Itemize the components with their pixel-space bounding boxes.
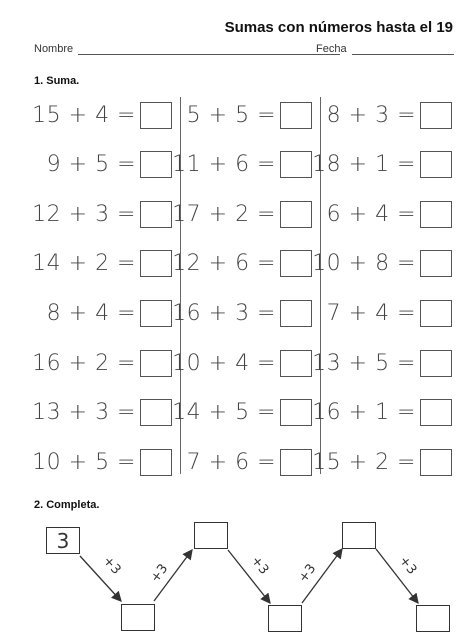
sum-equation bbox=[32, 447, 172, 477]
sum-grid bbox=[32, 97, 456, 475]
equation-expression: 15 + 2 = bbox=[312, 449, 416, 475]
answer-box[interactable] bbox=[280, 350, 312, 377]
answer-box[interactable] bbox=[280, 102, 312, 129]
answer-box[interactable] bbox=[420, 102, 452, 129]
equation-expression: 14 + 5 = bbox=[172, 400, 276, 426]
equation-expression: 12 + 6 = bbox=[172, 251, 276, 277]
sum-equation bbox=[312, 447, 452, 477]
sum-equation bbox=[327, 199, 452, 229]
sum-equation bbox=[32, 249, 172, 279]
sum-equation bbox=[172, 348, 312, 378]
arrow-down bbox=[376, 549, 418, 603]
answer-box[interactable] bbox=[140, 250, 172, 277]
equation-expression: 16 + 1 = bbox=[312, 400, 416, 426]
answer-box[interactable] bbox=[140, 399, 172, 426]
equation-expression: 7 + 6 = bbox=[186, 449, 276, 475]
equation-expression: 6 + 4 = bbox=[326, 201, 416, 227]
sum-equation bbox=[312, 398, 452, 428]
equation-expression: 14 + 2 = bbox=[32, 251, 136, 277]
equation-expression: 13 + 3 = bbox=[32, 400, 136, 426]
answer-box[interactable] bbox=[420, 300, 452, 327]
answer-box[interactable] bbox=[280, 201, 312, 228]
equation-expression: 18 + 1 = bbox=[312, 152, 416, 178]
equation-expression: 8 + 4 = bbox=[46, 300, 136, 326]
chain-answer-box[interactable] bbox=[342, 522, 376, 549]
answer-box[interactable] bbox=[140, 102, 172, 129]
answer-box[interactable] bbox=[140, 201, 172, 228]
sum-equation bbox=[312, 249, 452, 279]
chain-answer-box[interactable] bbox=[121, 604, 155, 631]
answer-box[interactable] bbox=[420, 449, 452, 476]
equation-expression: 8 + 3 = bbox=[326, 102, 416, 128]
step-label: +3 bbox=[99, 553, 124, 578]
sum-equation bbox=[47, 298, 172, 328]
equation-expression: 9 + 5 = bbox=[46, 152, 136, 178]
equation-expression: 11 + 6 = bbox=[172, 152, 276, 178]
sum-equation bbox=[172, 298, 312, 328]
chain-answer-box[interactable] bbox=[416, 605, 450, 632]
sum-equation bbox=[327, 298, 452, 328]
answer-box[interactable] bbox=[420, 350, 452, 377]
equation-expression: 13 + 5 = bbox=[312, 350, 416, 376]
answer-box[interactable] bbox=[420, 399, 452, 426]
sum-equation bbox=[172, 398, 312, 428]
sum-equation bbox=[187, 447, 312, 477]
answer-box[interactable] bbox=[420, 201, 452, 228]
equation-expression: 16 + 3 = bbox=[172, 300, 276, 326]
step-label: +3 bbox=[147, 561, 172, 586]
sum-equation bbox=[187, 100, 312, 130]
chain-answer-box[interactable] bbox=[194, 522, 228, 549]
answer-box[interactable] bbox=[280, 151, 312, 178]
answer-box[interactable] bbox=[280, 399, 312, 426]
chain-start-box: 3 bbox=[46, 527, 80, 554]
equation-expression: 10 + 8 = bbox=[312, 251, 416, 277]
answer-box[interactable] bbox=[420, 151, 452, 178]
sum-equation bbox=[32, 398, 172, 428]
equation-expression: 16 + 2 = bbox=[32, 350, 136, 376]
sum-equation bbox=[172, 150, 312, 180]
answer-box[interactable] bbox=[420, 250, 452, 277]
equation-expression: 15 + 4 = bbox=[32, 102, 136, 128]
sum-equation bbox=[47, 150, 172, 180]
sum-equation bbox=[312, 150, 452, 180]
sum-equation bbox=[327, 100, 452, 130]
answer-box[interactable] bbox=[140, 449, 172, 476]
step-label: +3 bbox=[395, 553, 420, 578]
sum-equation bbox=[32, 199, 172, 229]
date-label: Fecha bbox=[316, 43, 347, 55]
answer-box[interactable] bbox=[280, 300, 312, 327]
addition-chain bbox=[0, 514, 467, 640]
answer-box[interactable] bbox=[280, 449, 312, 476]
name-label: Nombre bbox=[34, 43, 74, 55]
section-1-heading: 1. Suma. bbox=[34, 75, 80, 87]
sum-equation bbox=[172, 249, 312, 279]
chain-answer-box[interactable] bbox=[268, 605, 302, 632]
sum-equation bbox=[312, 348, 452, 378]
sum-equation bbox=[32, 100, 172, 130]
sum-equation bbox=[32, 348, 172, 378]
step-label: +3 bbox=[295, 561, 320, 586]
answer-box[interactable] bbox=[140, 151, 172, 178]
answer-box[interactable] bbox=[280, 250, 312, 277]
equation-expression: 17 + 2 = bbox=[172, 201, 276, 227]
equation-expression: 12 + 3 = bbox=[32, 201, 136, 227]
equation-expression: 5 + 5 = bbox=[186, 102, 276, 128]
worksheet-title: Sumas con números hasta el 19 bbox=[224, 19, 453, 36]
date-line[interactable] bbox=[352, 54, 454, 55]
answer-box[interactable] bbox=[140, 300, 172, 327]
equation-expression: 10 + 5 = bbox=[32, 449, 136, 475]
equation-expression: 7 + 4 = bbox=[326, 300, 416, 326]
name-line[interactable] bbox=[78, 54, 340, 55]
section-2-heading: 2. Completa. bbox=[34, 499, 100, 511]
equation-expression: 10 + 4 = bbox=[172, 350, 276, 376]
answer-box[interactable] bbox=[140, 350, 172, 377]
step-label: +3 bbox=[247, 553, 272, 578]
sum-equation bbox=[172, 199, 312, 229]
